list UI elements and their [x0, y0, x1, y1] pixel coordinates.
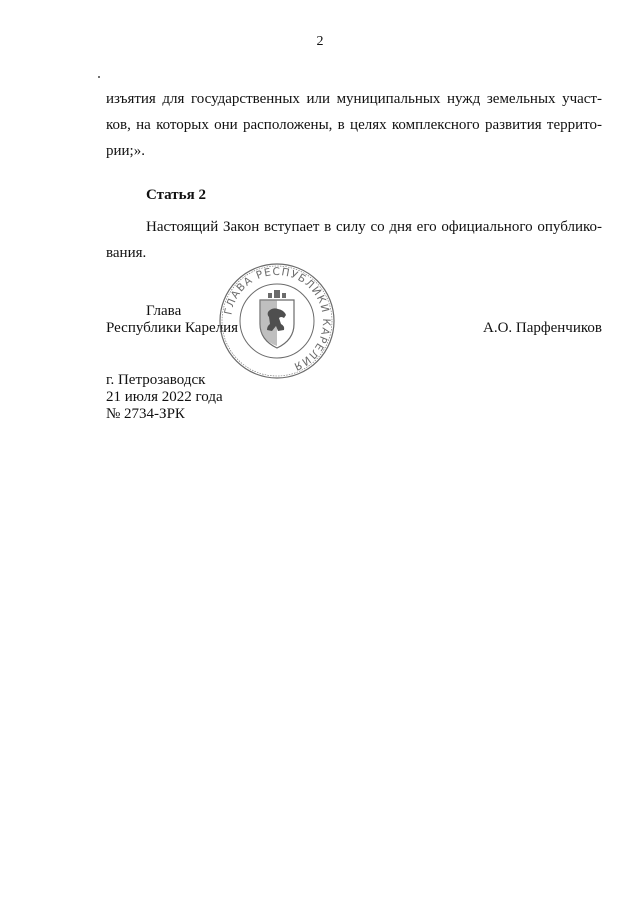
article-paragraph: [106, 214, 602, 266]
paragraph-line: рии;».: [106, 143, 145, 159]
article-heading: Статья 2: [146, 187, 206, 203]
paragraph-line: Настоящий Закон вступает в силу со дня его официального опублико-: [146, 219, 602, 235]
signatory-title-line-2: Республики Карелия: [106, 320, 239, 336]
continuation-paragraph: [106, 86, 602, 164]
signatory-name: А.О. Парфенчиков: [483, 320, 602, 336]
coat-of-arms-bear-icon: [260, 290, 294, 348]
paragraph-line: вания.: [106, 245, 147, 261]
place-of-signing: г. Петрозаводск: [106, 372, 206, 388]
paragraph-line: ков, на которых они расположены, в целях комплексного развития террито-: [106, 117, 602, 133]
law-number: № 2734-ЗРК: [106, 406, 185, 422]
paragraph-line: изъятия для государственных или муниципальных нужд земельных участ-: [106, 91, 602, 107]
page-number: 2: [316, 34, 324, 49]
signatory-title-line-1: Глава: [146, 303, 182, 319]
official-seal: [218, 262, 336, 380]
seal-text: ГЛАВА РЕСПУБЛИКИ КАРЕЛИЯ: [222, 265, 333, 373]
stray-mark: [98, 76, 100, 78]
date-of-signing: 21 июля 2022 года: [106, 389, 223, 405]
